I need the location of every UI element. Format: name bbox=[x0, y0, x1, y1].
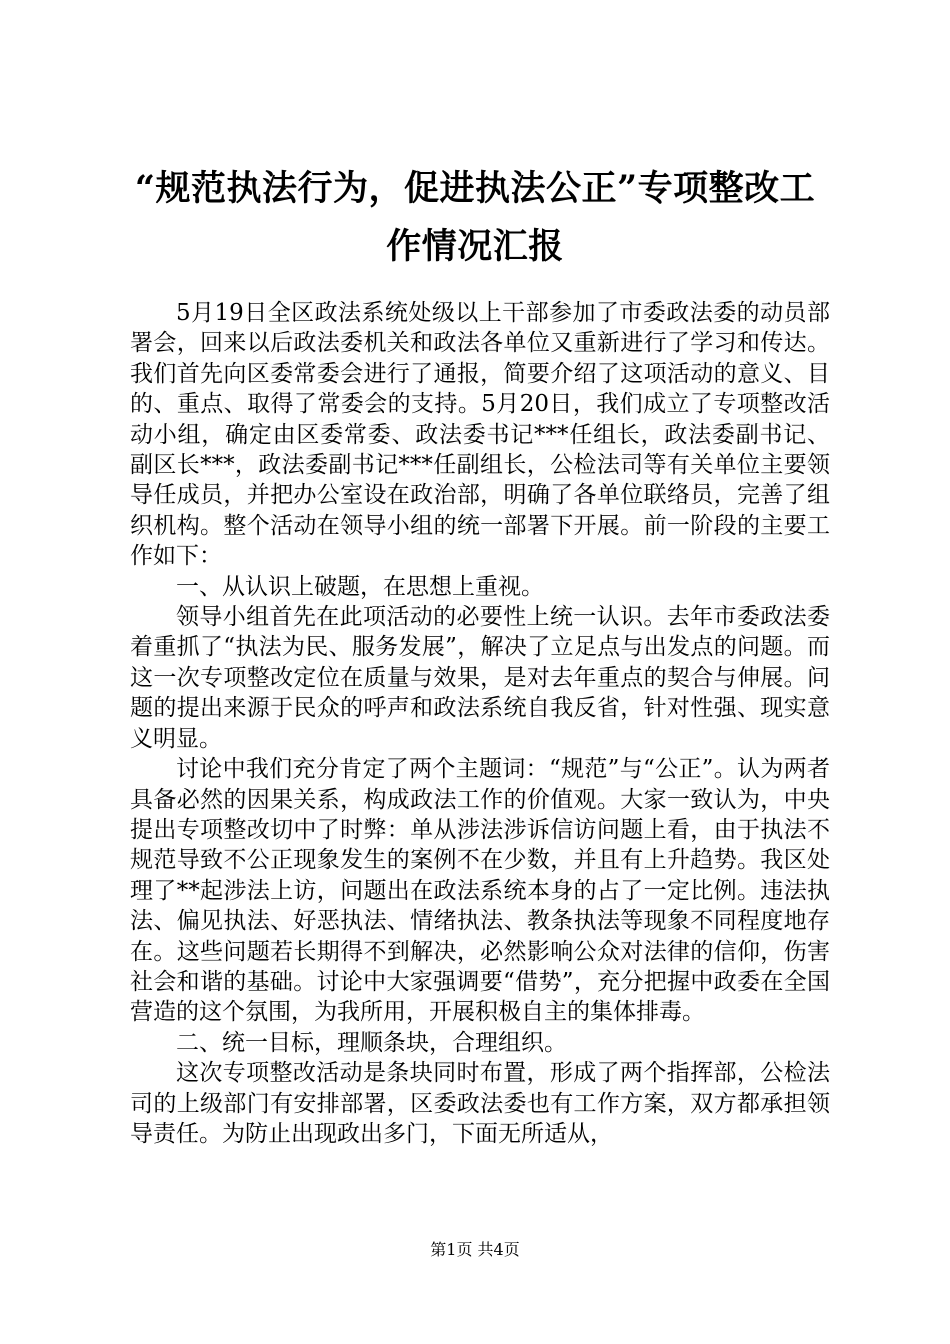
section-heading-2: 二、统一目标，理顺条块，合理组织。 bbox=[176, 1029, 567, 1056]
paragraph-section2-a: 这次专项整改活动是条块同时布置，形成了两个指挥部，公检法司的上级部门有安排部署，区委政法委也有工作方案，双方都承担领导责任。为防止出现政出多门，下面无所适从， bbox=[130, 1060, 830, 1147]
document-body bbox=[130, 298, 830, 1149]
paragraph-section1-a: 领导小组首先在此项活动的必要性上统一认识。去年市委政法委着重抓了“执法为民、服务发展”，解决了立足点与出发点的问题。而这一次专项整改定位在质量与效果，是对去年重点的契合与伸展。问题的提出来源于民众的呼声和政法系统自我反省，针对性强、现实意义明显。 bbox=[130, 604, 830, 752]
title-line-2: 作情况汇报 bbox=[386, 226, 564, 267]
title-line-1: “规范执法行为，促进执法公正”专项整改工 bbox=[134, 168, 816, 209]
paragraph-intro: 5月19日全区政法系统处级以上干部参加了市委政法委的动员部署会，回来以后政法委机关和政法各单位又重新进行了学习和传达。我们首先向区委常委会进行了通报，简要介绍了这项活动的意义、目的、重点、取得了常委会的支持。5月20日，我们成立了专项整改活动小组，确定由区委常委、政法委书记***任组长，政法委副书记、副区长***，政法委副书记***任副组长，公检法司等有关单位主要领导任成员，并把办公室设在政治部，明确了各单位联络员，完善了组织机构。整个活动在领导小组的统一部署下开展。前一阶段的主要工作如下： bbox=[130, 300, 830, 570]
document-title bbox=[130, 160, 820, 276]
page-number-footer: 第1页 共4页 bbox=[430, 1240, 520, 1259]
section-heading-1: 一、从认识上破题，在思想上重视。 bbox=[176, 573, 544, 600]
paragraph-section1-b: 讨论中我们充分肯定了两个主题词：“规范”与“公正”。认为两者具备必然的因果关系，构成政法工作的价值观。大家一致认为，中央提出专项整改切中了时弊：单从涉法涉诉信访问题上看，由于执法不规范导致不公正现象发生的案例不在少数，并且有上升趋势。我区处理了**起涉法上访，问题出在政法系统本身的占了一定比例。违法执法、偏见执法、好恶执法、情绪执法、教条执法等现象不同程度地存在。这些问题若长期得不到解决，必然影响公众对法律的信仰，伤害社会和谐的基础。讨论中大家强调要“借势”，充分把握中政委在全国营造的这个氛围，为我所用，开展积极自主的集体排毒。 bbox=[130, 756, 830, 1026]
